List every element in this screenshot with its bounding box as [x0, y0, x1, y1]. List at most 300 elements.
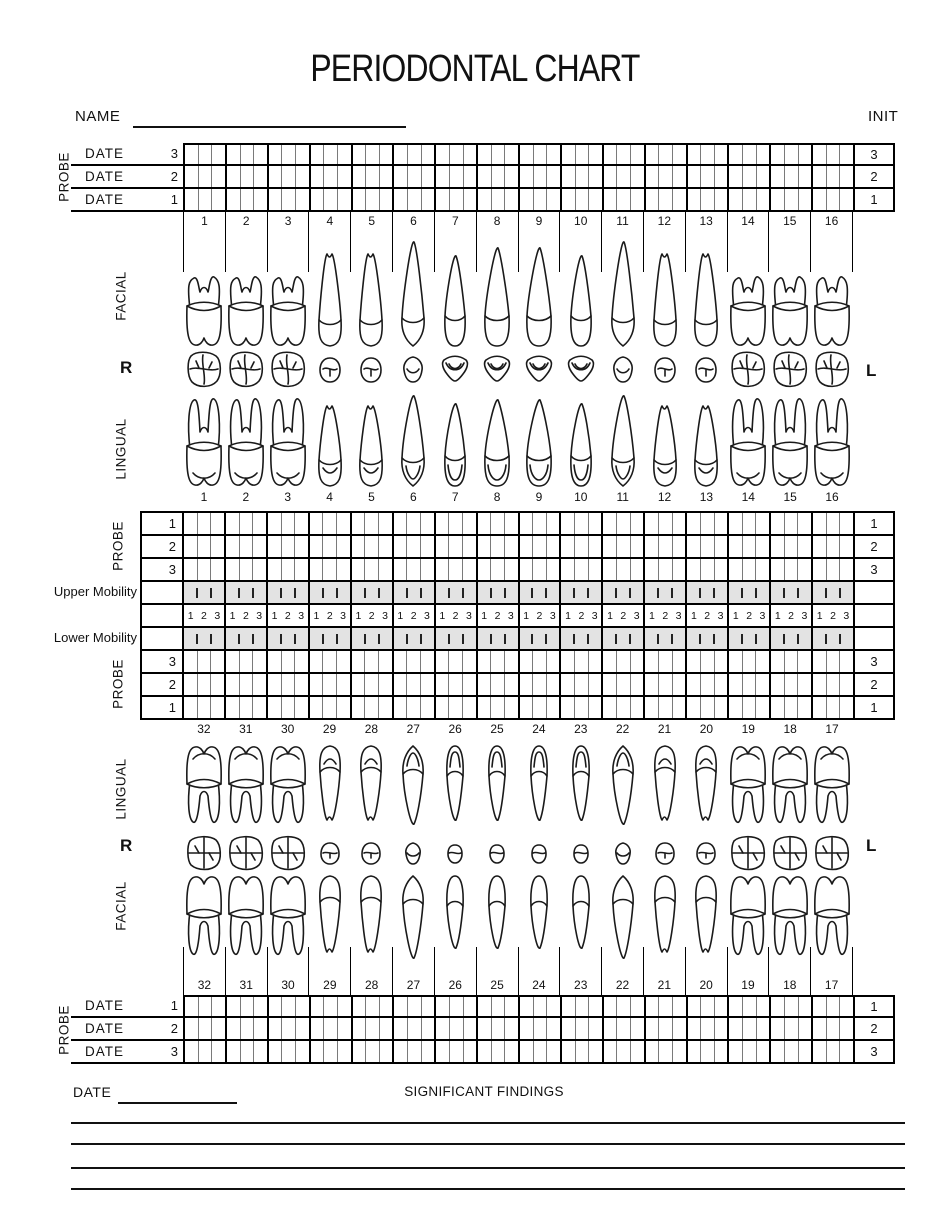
probe-site-cell — [311, 997, 324, 1016]
probe-site-cell — [227, 166, 240, 187]
probe-site-cell — [700, 145, 714, 164]
probe-site-cell — [310, 697, 323, 718]
tooth-cell-22 — [602, 744, 644, 832]
mobility-tick — [196, 588, 198, 598]
mobility-tick — [713, 588, 715, 598]
footer-date-line — [118, 1102, 237, 1104]
probe-site-cell — [687, 697, 700, 718]
mobility-scale-number: 3 — [549, 609, 556, 622]
tooth-cell-9 — [518, 348, 560, 392]
probe-site-cell — [520, 145, 533, 164]
probe-tooth-cell — [392, 697, 434, 718]
facial-label-upper: FACIAL — [113, 271, 129, 321]
probe-site-cell — [211, 145, 225, 164]
tooth-23-drawing — [560, 874, 602, 952]
mobility-tick — [462, 634, 464, 644]
tooth-28-drawing — [350, 744, 392, 826]
probe-site-cell — [185, 189, 198, 210]
tooth-cell-12 — [644, 391, 686, 488]
probe-tooth-cell — [518, 166, 560, 187]
tooth-cell-5 — [351, 391, 393, 488]
mobility-tick — [587, 588, 589, 598]
probe-site-cell — [646, 189, 659, 210]
probe-site-cell — [295, 997, 309, 1016]
probe-tooth-cell — [727, 997, 769, 1016]
probe-tooth-cell — [267, 189, 309, 210]
tooth-cell-15 — [769, 348, 811, 392]
probe-site-cell — [604, 997, 617, 1016]
probe-site-cell — [352, 697, 365, 718]
probe-site-cell — [436, 697, 449, 718]
mobility-tick — [420, 634, 422, 644]
probe-tooth-cell — [351, 1041, 393, 1062]
probe-tooth-cell — [686, 997, 728, 1016]
probe-site-cell — [268, 697, 281, 718]
middle-row-label-right — [853, 605, 895, 628]
probe-site-cell — [729, 189, 742, 210]
mobility-tick — [839, 634, 841, 644]
tooth-number: 18 — [783, 722, 797, 736]
probe-site-cell — [294, 536, 308, 557]
probe-grid-row — [71, 1018, 895, 1041]
probe-site-cell — [240, 1041, 254, 1062]
probe-site-cell — [714, 536, 728, 557]
probe-site-cell — [436, 559, 449, 580]
mobility-scale-number: 1 — [649, 609, 655, 622]
mobility-tick — [573, 634, 575, 644]
probe-tooth-cell — [560, 1018, 602, 1039]
probe-tooth-cell — [350, 697, 392, 718]
probe-tooth-cell — [727, 559, 769, 580]
mobility-cell — [643, 628, 685, 649]
probe-site-cell — [448, 513, 462, 534]
probe-site-cell — [546, 513, 560, 534]
probe-site-cell — [269, 189, 282, 210]
probe-site-cell — [729, 674, 742, 695]
tooth-cell-14 — [727, 234, 769, 348]
left-label-lower: L — [866, 836, 877, 855]
probe-site-cell — [672, 513, 686, 534]
tooth-16-drawing — [811, 394, 853, 488]
probe-site-cell — [826, 651, 840, 672]
mobility-tick — [294, 634, 296, 644]
probe-cells — [183, 995, 853, 1018]
probe-site-cell — [771, 536, 784, 557]
probe-site-cell — [672, 651, 686, 672]
probe-site-cell — [813, 559, 826, 580]
probe-site-cell — [379, 997, 393, 1016]
mobility-scale-number: 1 — [690, 609, 697, 622]
probe-tooth-cell — [518, 1018, 560, 1039]
middle-grid-row — [140, 582, 895, 605]
probe-site-cell — [742, 536, 756, 557]
tooth-number: 29 — [322, 722, 337, 736]
probe-site-cell — [352, 513, 365, 534]
probe-site-cell — [797, 559, 811, 580]
probe-tooth-cell — [769, 559, 811, 580]
probe-site-cell — [311, 189, 324, 210]
probe-tooth-cell — [811, 536, 853, 557]
probe-site-cell — [729, 651, 742, 672]
middle-grid-row — [140, 674, 895, 697]
tooth-4-drawing — [309, 248, 351, 348]
probe-tooth-cell — [308, 651, 350, 672]
probe-tooth-cell — [182, 559, 224, 580]
probe-site-cell — [463, 145, 477, 164]
tooth-cell-11 — [602, 348, 644, 392]
mobility-cell — [685, 582, 727, 603]
probe-site-cell — [226, 536, 239, 557]
probe-site-cell — [490, 697, 504, 718]
probe-site-cell — [756, 1018, 770, 1039]
tooth-4-occlusal-drawing — [309, 348, 351, 392]
mobility-tick — [657, 588, 659, 598]
probe-site-cell — [630, 559, 644, 580]
probe-tooth-cell — [811, 1041, 853, 1062]
probe-row-number: 2 — [170, 169, 178, 184]
tooth-number: 7 — [434, 212, 476, 272]
probe-tooth-cell — [182, 697, 224, 718]
probe-site-cell — [353, 1041, 366, 1062]
probe-site-cell — [561, 536, 574, 557]
probe-site-cell — [449, 166, 463, 187]
probe-site-cell — [562, 145, 575, 164]
tooth-1-drawing — [183, 394, 225, 488]
probe-site-cell — [588, 536, 602, 557]
mobility-scale-cell — [350, 605, 392, 626]
probe-site-cell — [281, 674, 295, 695]
probe-site-cell — [672, 1018, 686, 1039]
mobility-scale-cell — [643, 605, 685, 626]
tooth-number: 2 — [225, 212, 267, 272]
probe-tooth-cell — [476, 166, 518, 187]
mobility-tick — [755, 634, 757, 644]
probe-site-cell — [197, 513, 211, 534]
probe-tooth-cell — [518, 189, 560, 210]
probe-tooth-cell — [811, 1018, 853, 1039]
probe-site-cell — [197, 536, 211, 557]
probe-site-cell — [798, 1041, 812, 1062]
probe-site-cell — [742, 674, 756, 695]
probe-row-number: 1 — [170, 998, 178, 1013]
tooth-cell-28 — [351, 744, 393, 832]
probe-site-cell — [714, 513, 728, 534]
probe-site-cell — [462, 536, 476, 557]
mobility-tick — [322, 588, 324, 598]
probe-site-cell — [658, 1018, 672, 1039]
probe-site-cell — [197, 559, 211, 580]
probe-site-cell — [826, 1041, 840, 1062]
probe-site-cell — [813, 513, 826, 534]
probe-tooth-cell — [811, 674, 853, 695]
tooth-cell-7 — [434, 391, 476, 488]
probe-site-cell — [323, 1041, 337, 1062]
mobility-scale-number: 2 — [578, 609, 585, 622]
lingual-label-upper: LINGUAL — [113, 418, 129, 480]
middle-grid-row — [140, 513, 895, 536]
tooth-7-occlusal-drawing — [434, 348, 476, 392]
probe-site-cell — [379, 189, 393, 210]
probe-site-cell — [504, 536, 518, 557]
probe-site-cell — [756, 166, 770, 187]
probe-site-cell — [839, 513, 853, 534]
probe-site-cell — [839, 559, 853, 580]
probe-site-cell — [546, 697, 560, 718]
tooth-cell-6 — [392, 234, 434, 348]
tooth-number: 20 — [699, 722, 714, 736]
probe-site-cell — [729, 145, 742, 164]
tooth-24-drawing — [518, 874, 560, 952]
mobility-scale-cell — [308, 605, 350, 626]
date-label: DATE — [85, 1044, 125, 1059]
probe-site-cell — [449, 1018, 463, 1039]
tooth-cell-24 — [518, 744, 560, 832]
probe-site-cell — [394, 674, 407, 695]
probe-site-cell — [784, 559, 798, 580]
probe-site-cell — [839, 536, 853, 557]
probe-site-cell — [575, 1018, 589, 1039]
middle-row-label-left: 1 — [140, 513, 182, 536]
probe-site-cell — [784, 513, 798, 534]
middle-grid-row — [140, 536, 895, 559]
probe-site-cell — [310, 559, 323, 580]
tooth-26-occlusal-drawing — [434, 832, 476, 876]
probe-site-cell — [310, 513, 323, 534]
mobility-scale-number: 3 — [591, 609, 598, 622]
probe-site-cell — [714, 559, 728, 580]
probe-site-cell — [688, 1041, 701, 1062]
probe-site-cell — [407, 145, 421, 164]
probe-tooth-cell — [643, 651, 685, 672]
probe-site-cell — [436, 536, 449, 557]
probe-site-cell — [645, 513, 658, 534]
tooth-number: 26 — [434, 947, 476, 995]
probe-tooth-cell — [602, 145, 644, 164]
probe-site-cell — [337, 1018, 351, 1039]
probe-site-cell — [630, 997, 644, 1016]
probe-site-cell — [478, 559, 491, 580]
probe-tooth-cell — [644, 997, 686, 1016]
probe-tooth-cell — [769, 697, 811, 718]
probe-site-cell — [379, 145, 393, 164]
probe-site-cell — [421, 1041, 435, 1062]
mobility-cell — [266, 628, 308, 649]
tooth-15-drawing — [769, 272, 811, 348]
probe-site-cell — [520, 166, 533, 187]
probe-site-cell — [311, 1041, 324, 1062]
tooth-cell-10 — [560, 391, 602, 488]
probe-site-cell — [771, 189, 784, 210]
mobility-cell — [518, 628, 560, 649]
probe-site-cell — [742, 697, 756, 718]
tooth-number: 8 — [493, 490, 501, 504]
tooth-cell-13 — [686, 391, 728, 488]
probe-site-cell — [784, 1041, 798, 1062]
probe-site-cell — [616, 145, 630, 164]
mobility-scale-number: 2 — [746, 609, 753, 622]
probe-site-cell — [239, 651, 253, 672]
probe-site-cell — [561, 674, 574, 695]
probe-site-cell — [322, 513, 336, 534]
probe-tooth-cell — [225, 166, 267, 187]
probe-site-cell — [700, 559, 714, 580]
probe-site-cell — [826, 674, 840, 695]
tooth-cell-10 — [560, 348, 602, 392]
probe-site-cell — [227, 997, 240, 1016]
tooth-number: 22 — [601, 947, 643, 995]
tooth-10-drawing — [560, 400, 602, 488]
probe-site-cell — [658, 697, 672, 718]
mobility-tick — [797, 634, 799, 644]
tooth-cell-31 — [225, 744, 267, 832]
probe-site-cell — [323, 1018, 337, 1039]
mobility-scale-number: 2 — [662, 609, 669, 622]
probe-tooth-cell — [476, 1041, 518, 1062]
tooth-25-drawing — [476, 744, 518, 824]
right-label-upper: R — [120, 358, 133, 377]
probe-site-cell — [323, 997, 337, 1016]
probe-row-label — [71, 1041, 183, 1064]
probe-site-cell — [658, 997, 672, 1016]
mobility-tick — [210, 634, 212, 644]
probe-tooth-cell — [644, 145, 686, 164]
mobility-tick — [336, 588, 338, 598]
probe-site-cell — [546, 674, 560, 695]
probe-site-cell — [562, 997, 575, 1016]
tooth-cell-3 — [267, 391, 309, 488]
tooth-number: 28 — [364, 722, 379, 736]
mobility-scale-cell — [727, 605, 769, 626]
probe-site-cell — [211, 166, 225, 187]
probe-site-cell — [394, 166, 407, 187]
probe-label-mid-upper: PROBE — [110, 521, 126, 571]
probe-tooth-cell — [434, 189, 476, 210]
mobility-cell — [601, 628, 643, 649]
probe-site-cell — [520, 651, 533, 672]
tooth-cell-8 — [476, 234, 518, 348]
probe-tooth-cell — [686, 166, 728, 187]
probe-tooth-cell — [518, 674, 560, 695]
mobility-scale-number: 2 — [242, 609, 249, 622]
probe-site-cell — [407, 166, 421, 187]
tooth-cell-27 — [392, 832, 434, 876]
probe-site-cell — [729, 166, 742, 187]
probe-site-cell — [658, 1041, 672, 1062]
probe-site-cell — [462, 651, 476, 672]
mobility-scale-number: 3 — [382, 609, 388, 622]
probe-site-cell — [646, 166, 659, 187]
probe-site-cell — [504, 651, 518, 672]
tooth-26-drawing — [434, 874, 476, 952]
tooth-cell-26 — [434, 832, 476, 876]
probe-site-cell — [198, 166, 212, 187]
probe-site-cell — [658, 651, 672, 672]
probe-site-cell — [630, 166, 644, 187]
mobility-scale-number: 3 — [717, 609, 724, 622]
probe-site-cell — [211, 997, 225, 1016]
probe-site-cell — [533, 997, 547, 1016]
probe-site-cell — [658, 559, 672, 580]
tooth-cell-16 — [811, 234, 853, 348]
probe-site-cell — [365, 166, 379, 187]
probe-site-cell — [700, 536, 714, 557]
probe-site-cell — [826, 559, 840, 580]
mobility-tick — [629, 588, 631, 598]
probe-site-cell — [742, 145, 756, 164]
middle-row-label-left — [140, 628, 182, 651]
probe-site-cell — [478, 189, 491, 210]
tooth-cell-6 — [392, 391, 434, 488]
probe-site-cell — [211, 1018, 225, 1039]
probe-site-cell — [353, 189, 366, 210]
probe-site-cell — [839, 651, 853, 672]
tooth-number: 19 — [727, 947, 769, 995]
probe-site-cell — [323, 189, 337, 210]
tooth-cell-14 — [727, 348, 769, 392]
probe-site-cell — [478, 145, 491, 164]
probe-site-cell — [504, 997, 518, 1016]
tooth-7-drawing — [434, 252, 476, 348]
middle-grid-row — [140, 651, 895, 674]
mobility-cell — [308, 628, 350, 649]
middle-grid-row — [140, 697, 895, 720]
probe-site-cell — [630, 513, 644, 534]
tooth-number: 24 — [532, 722, 546, 736]
probe-site-cell — [252, 559, 266, 580]
mobility-scale-number: 2 — [410, 609, 417, 622]
lower-lingual-teeth-row — [183, 744, 853, 832]
probe-tooth-cell — [811, 189, 853, 210]
probe-tooth-cell — [644, 166, 686, 187]
tooth-cell-24 — [518, 832, 560, 876]
probe-site-cell — [478, 1018, 491, 1039]
mobility-tick — [280, 588, 282, 598]
probe-row-number: 1 — [170, 192, 178, 207]
probe-tooth-cell — [392, 166, 434, 187]
probe-site-cell — [407, 1018, 421, 1039]
tooth-number: 14 — [741, 490, 755, 504]
mobility-scale-number: 3 — [256, 609, 263, 622]
probe-site-cell — [378, 674, 392, 695]
probe-site-cell — [797, 651, 811, 672]
probe-site-cell — [491, 145, 505, 164]
probe-site-cell — [268, 559, 281, 580]
tooth-cell-20 — [686, 744, 728, 832]
probe-tooth-cell — [476, 1018, 518, 1039]
mobility-tick — [741, 588, 743, 598]
probe-grid-row — [71, 166, 895, 189]
probe-site-cell — [533, 145, 547, 164]
probe-tooth-cell — [309, 997, 351, 1016]
probe-site-cell — [210, 513, 224, 534]
probe-site-cell — [532, 697, 546, 718]
middle-row-label-right: 3 — [853, 559, 895, 582]
mobility-scale-cell — [392, 605, 434, 626]
probe-site-cell — [352, 559, 365, 580]
probe-tooth-cell — [267, 166, 309, 187]
mobility-tick — [196, 634, 198, 644]
mobility-cell — [182, 628, 224, 649]
tooth-cell-15 — [769, 391, 811, 488]
probe-tooth-cell — [308, 536, 350, 557]
probe-site-cell — [504, 697, 518, 718]
probe-site-cell — [729, 559, 742, 580]
probe-site-cell — [336, 674, 350, 695]
mobility-scale-number: 2 — [284, 609, 291, 622]
probe-site-cell — [672, 189, 686, 210]
tooth-31-occlusal-drawing — [225, 832, 267, 876]
middle-grid-row — [140, 559, 895, 582]
